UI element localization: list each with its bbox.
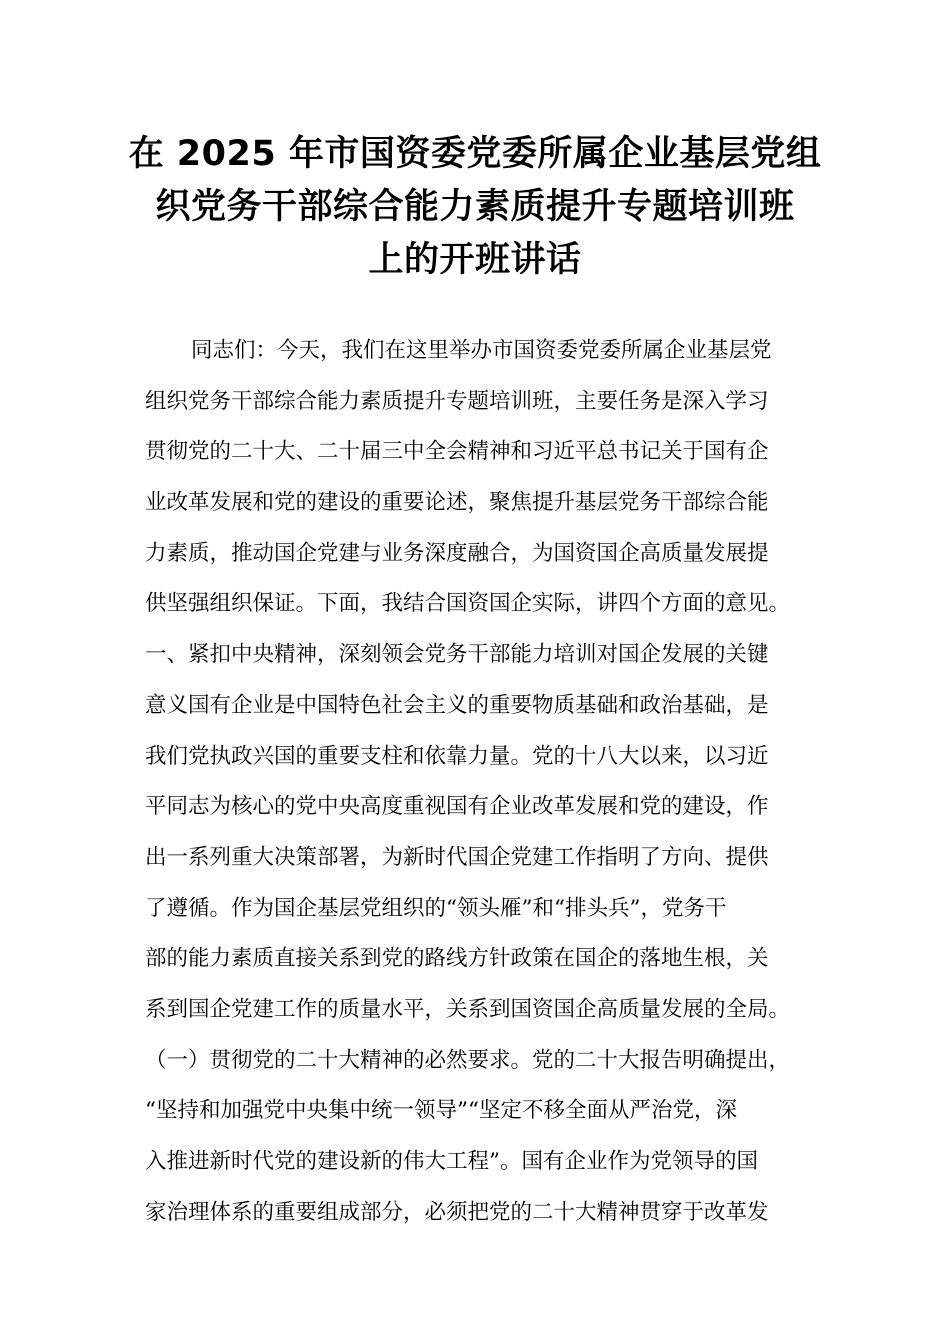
body-line: 我们党执政兴国的重要支柱和依靠力量。党的十八大以来，以习近 — [145, 743, 769, 769]
body-line: 入推进新时代党的建设新的伟大工程”。国有企业作为党领导的国 — [145, 1149, 758, 1174]
body-line: 了遵循。作为国企基层党组织的“领头雁”和“排头兵”，党务干 — [145, 895, 727, 921]
section-heading-line: 一、紧扣中央精神，深刻领会党务干部能力培训对国企发展的关键 — [145, 642, 769, 668]
document-title — [120, 128, 830, 287]
document-body — [145, 326, 825, 1238]
body-line: “坚持和加强党中央集中统一领导”“坚定不移全面从严治党，深 — [145, 1098, 737, 1124]
body-line: 贯彻党的二十大、二十届三中全会精神和习近平总书记关于国有企 — [145, 439, 769, 465]
body-line: 供坚强组织保证。下面，我结合国资国企实际，讲四个方面的意见。 — [145, 591, 791, 617]
body-line: 意义国有企业是中国特色社会主义的重要物质基础和政治基础，是 — [145, 692, 769, 718]
body-line: 家治理体系的重要组成部分，必须把党的二十大精神贯穿于改革发 — [145, 1199, 769, 1225]
body-line: 系到国企党建工作的质量水平，关系到国资国企高质量发展的全局。 — [145, 996, 791, 1022]
body-line: 部的能力素质直接关系到党的路线方针政策在国企的落地生根，关 — [145, 946, 769, 972]
body-line: 业改革发展和党的建设的重要论述，聚焦提升基层党务干部综合能 — [145, 490, 769, 516]
body-line: 组织党务干部综合能力素质提升专题培训班，主要任务是深入学习 — [145, 388, 769, 414]
subsection-heading-line: （一）贯彻党的二十大精神的必然要求。党的二十大报告明确提出， — [145, 1047, 791, 1073]
title-line: 在 2025 年市国资委党委所属企业基层党组 — [128, 134, 822, 174]
body-line: 出一系列重大决策部署，为新时代国企党建工作指明了方向、提供 — [145, 844, 769, 870]
title-line: 织党务干部综合能力素质提升专题培训班 — [155, 187, 795, 227]
body-line: 力素质，推动国企党建与业务深度融合，为国资国企高质量发展提 — [145, 540, 769, 566]
body-line: 同志们：今天，我们在这里举办市国资委党委所属企业基层党 — [191, 338, 772, 363]
body-line: 平同志为核心的党中央高度重视国有企业改革发展和党的建设，作 — [145, 794, 769, 820]
title-line: 上的开班讲话 — [368, 240, 582, 280]
